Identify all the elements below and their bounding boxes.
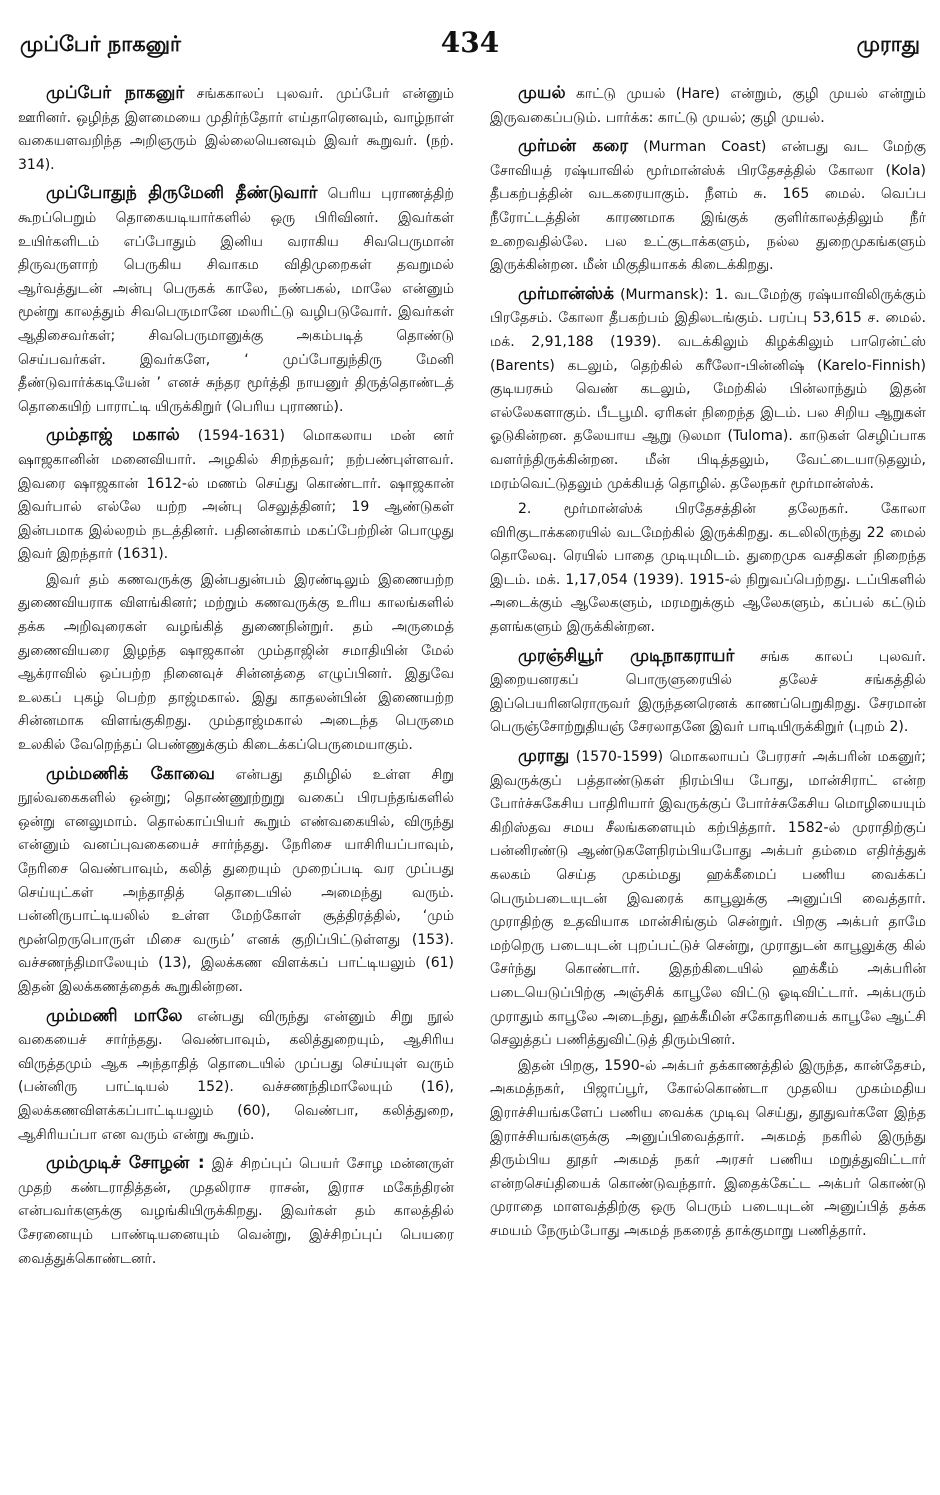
entry-paragraph: இதன் பிறகு, 1590-ல் அக்பர் தக்காணத்தில் இருந்த, கான்தேசம், அகமத்நகர், பிஜாப்பூர், கோல்கொண்டா முதலிய முகம்மதிய இராச்சியங்களேப் பணிய வைக்க முடிவு செய்து, தூதுவர்களே இந்த இராச்சியங்களுக்கு அனுப்பிவைத்தார். அகமத் நகரில் இருந்து திரும்பிய தூதர் அகமத் நகர் அரசர் பணிய மறுத்துவிட்டார் என்றசெய்தியைக் கொண்டுவந்தார். இதைக்கேட்ட அக்பர் கொண்டு முராதை மாளவத்திற்கு ஒரு பெரும் படையுடன் அனுப்பித் தக்க சமயம் நேரும்போது அகமத் நகரைத் தாக்குமாறு பணித்தார். bbox=[490, 1057, 926, 1239]
entry-text: காட்டு முயல் (Hare) என்றும், குழி முயல் என்றும் இருவகைப்படும். பார்க்க: காட்டு முயல்; குழி முயல். bbox=[490, 86, 926, 126]
entry-text: பெரிய புராணத்திற் கூறப்பெறும் தொகையடியார்களில் ஒரு பிரிவினர். இவர்கள் உயிர்களிடம் எப்போதும் இனிய வராகிய சிவபெருமான் திருவருளாற் பெருகிய சிவாகம விதிமுறைகள் தவறுமல் ஆர்வத்துடன் அன்பு பெருகக் காலே, நண்பகல், மாலே என்னும் மூன்று காலத்தும் சிவபெருமானே மலரிட்டு வழிபடுவோர். இவர்கள் ஆதிசைவர்கள்; சிவபெருமானுக்கு அகம்படித் தொண்டு செய்பவர்கள். இவர்களே, ‘ முப்போதுந்திரு மேனி தீண்டுவார்க்கடியேன் ’ எனச் சுந்தர மூர்த்தி நாயனுர் திருத்தொண்டத் தொகையிற் பாராட்டி யிருக்கிறுர் (பெரிய புராணம்). bbox=[18, 186, 454, 415]
running-head-left: முப்பேர் நாகனுர் bbox=[20, 32, 181, 56]
entry bbox=[490, 645, 926, 740]
entry bbox=[490, 135, 926, 278]
entry-text: (1570-1599) மொகலாயப் பேரரசர் அக்பரின் மகனுர்; இவருக்குப் பத்தாண்டுகள் நிரம்பிய போது, மான்சிராட் என்ற போர்ச்சுகேசிய பாதிரியார் இவருக்குப் போர்ச்சுகேசிய மொழியையும் கிறிஸ்தவ சமய சீலங்களையும் கற்பித்தார். 1582-ல் முராதிற்குப் பன்னிரண்டு ஆண்டுகளேநிரம்பியபோது அக்பர் தம்மை எதிர்த்துக் கலகம் செய்த முகம்மது ஹக்கீமைப் பணிய வைக்கப் பெரும்படையுடன் இவரைக் காபூலுக்கு அனுப்பி வைத்தார். முராதிற்கு உதவியாக மான்சிங்கும் சென்றுர். பிறகு அக்பர் தாமே மற்றெரு படையுடன் புறப்பட்டுச் சென்று, முராதுடன் காபூலுக்கு கில் சேர்ந்து கொண்டார். இதற்கிடையில் ஹக்கீம் அக்பரின் படையெடுப்பிற்கு அஞ்சிக் காபூலே விட்டு ஓடிவிட்டார். அக்பரும் முராதும் காபூலே அடைந்து, ஹக்கீமின் சகோதரியைக் காபூலே ஆட்சி செலுத்தப் பணித்துவிட்டுத் திரும்பினர். bbox=[490, 749, 926, 1049]
entry-text: என்பது விருந்து என்னும் சிறு நூல் வகையைச் சார்ந்தது. வெண்பாவும், கலித்துறையும், ஆசிரிய விருத்தமும் ஆக அந்தாதித் தொடையில் முப்பது செய்யுள் வரும் (பன்னிரு பாட்டியல் 152). வச்சணந்திமாலேயும் (16), இலக்கணவிளக்கப்பாட்டியலும் (60), வெண்பா, கலித்துறை, ஆசிரியப்பா என வரும் என்று கூறும். bbox=[18, 1008, 454, 1143]
left-column bbox=[18, 82, 454, 1482]
entry-headword: முப்பேர் நாகனுர் bbox=[46, 83, 185, 103]
entry bbox=[490, 745, 926, 1243]
entry-headword: மும்மணி மாலே bbox=[46, 1005, 183, 1026]
running-head-right: முராது bbox=[856, 32, 920, 56]
entry-headword: முரஞ்சியூர் முடிநாகராயர் bbox=[518, 645, 735, 666]
entry-text: சங்க காலப் புலவர். இறையனரகப் பொருளுரையில் தலேச் சங்கத்தில் இப்பெயரினரொருவர் இருந்தனரெனக் காணப்பெறுகிறது. சேரமான் பெருஞ்சோற்றுதியஞ் சேரலாதனே இவர் பாடியிருக்கிறுர் (புறம் 2). bbox=[490, 648, 926, 736]
entry-paragraph bbox=[18, 763, 454, 1000]
entry-paragraph bbox=[490, 745, 926, 1053]
entry-text: சங்ககாலப் புலவர். முப்பேர் என்னும் ஊரினர். ஒழிந்த இளமையை முதிர்ந்தோர் எய்தாரெனவும், வாழ்நாள் வகையளவறிந்த அறிஞரும் இல்லையெனவும் இவர் கூறுவர். (நற். 314). bbox=[18, 86, 454, 173]
entry-paragraph bbox=[18, 182, 454, 419]
entry-text: (1594-1631) மொகலாய மன் னர் ஷாஜகானின் மனைவியார். அழகில் சிறந்தவர்; நற்பண்புள்ளவர். இவரை ஷாஜகான் 1612-ல் மணம் செய்து கொண்டார். ஷாஜகான் இவர்பால் எல்லே யற்ற அன்பு செலுத்தினர்; 19 ஆண்டுகள் இன்பமாக இல்லறம் நடத்தினர். பதினன்காம் மகப்பேற்றின் பொழுது இவர் இறந்தார் (1631). bbox=[18, 428, 454, 563]
entry-headword: முர்மான்ஸ்க் bbox=[518, 283, 614, 304]
entry bbox=[18, 424, 454, 757]
entry bbox=[490, 283, 926, 640]
entry bbox=[18, 763, 454, 1000]
right-column bbox=[490, 82, 926, 1482]
entry-text: (Murmansk): 1. வடமேற்கு ரஷ்யாவிலிருக்கும் பிரதேசம். கோலா தீபகற்பம் இதிலடங்கும். பரப்பு 53,615 ச. மைல். மக். 2,91,188 (1939). வடக்கிலும் கிழக்கிலும் பாரென்ட்ஸ் (Barents) கடலும், தெற்கில் கரீலோ-பின்னிஷ் (Karelo-Finnish) குடியரசும் வெண் கடலும், மேற்கில் பின்லாந்தும் இதன் எல்லேகளாகும். பீடபூமி. ஏரிகள் நிறைந்த இடம். பல சிறிய ஆறுகள் ஓடுகின்றன. தலேயாய ஆறு டுலமா (Tuloma). காடுகள் செழிப்பாக வளர்ந்திருக்கின்றன. மீன் பிடித்தலும், வேட்டையாடுதலும், மரம்வெட்டுதலும் முக்கியத் தொழில். தலேநகர் மூர்மான்ஸ்க். bbox=[490, 286, 926, 492]
page-number: 434 bbox=[440, 26, 500, 59]
entry-text: என்பது தமிழில் உள்ள சிறு நூல்வகைகளில் ஒன்று; தொண்ணூற்றுறு வகைப் பிரபந்தங்களில் ஒன்று எனலுமாம். தொல்காப்பியர் கூறும் எண்வகையில், விருந்து என்னும் வனப்புவகையைச் சார்ந்தது. நேரிசை யாசிரியப்பாவும், நேரிசை வெண்பாவும், கலித் துறையும் முறைப்படி வர முப்பது செய்யுட்கள் அந்தாதித் தொடையில் அமைந்து வரும். பன்னிருபாட்டியலில் உள்ள மேற்கோள் சூத்திரத்தில், ‘மும் மூன்றெருபொருள் மிசை வரும்’ எனக் குறிப்பிட்டுள்ளது (153). வச்சணந்திமாலேயும் (13), இலக்கண விளக்கப் பாட்டியலும் (61) இதன் இலக்கணத்தைக் கூறுகின்றன. bbox=[18, 766, 454, 995]
entry bbox=[490, 82, 926, 130]
entry-headword: முப்போதுந் திருமேனி தீண்டுவார் bbox=[46, 183, 318, 204]
entry-paragraph: இவர் தம் கணவருக்கு இன்பதுன்பம் இரண்டிலும் இணையற்ற துணைவியராக விளங்கினர்; மற்றும் கணவருக்கு உரிய காலங்களில் தக்க அறிவுரைகள் வழங்கித் துணைநின்றுர். தம் அருமைத் துணைவியரை இழந்த ஷாஜகான் மும்தாஜின் சமாதியின் மேல் ஆக்ராவில் ஒப்பற்ற நினைவுச் சின்னத்தை எழுப்பினர். இதுவே உலகப் புகழ் பெற்ற தாஜ்மகால். இது காதலன்பின் இணையற்ற சின்னமாக விளங்குகிறது. மும்தாஜ்மகால் அடைந்த பெருமை உலகில் வேறெந்தப் பெண்ணுக்கும் கிடைக்கப்பெருமையாகும். bbox=[18, 571, 454, 754]
entry bbox=[18, 82, 454, 177]
entry-paragraph bbox=[490, 645, 926, 740]
entry-text: இச் சிறப்புப் பெயர் சோழ மன்னருள் முதற் கண்டராதித்தன், முதலிராச ராசன், இராச மகேந்திரன் என்பவர்களுக்கு வழங்கியிருக்கிறது. இவர்கள் தம் காலத்தில் சேரனையும் பாண்டியனையும் வென்று, இச்சிறப்புப் பெயரை வைத்துக்கொண்டனர். bbox=[18, 1156, 454, 1267]
entry-paragraph bbox=[18, 1152, 454, 1271]
entry-paragraph: 2. மூர்மான்ஸ்க் பிரதேசத்தின் தலேநகர். கோலா விரிகுடாக்கரையில் வடமேற்கில் இருக்கிறது. கடலிலிருந்து 22 மைல் தொலேவு. ரெயில் பாதை முடியுமிடம். துறைமுக வசதிகள் நிறைந்த இடம். மக். 1,17,054 (1939). 1915-ல் நிறுவப்பெற்றது. டப்பிகளில் அடைக்கும் ஆலேகளும், மரமறுக்கும் ஆலேகளும், கப்பல் கட்டும் தளங்களும் இருக்கின்றன. bbox=[490, 501, 926, 636]
entry-headword: முயல் bbox=[518, 83, 566, 103]
page-header bbox=[18, 26, 922, 66]
entry-paragraph bbox=[18, 82, 454, 177]
entry-paragraph bbox=[490, 283, 926, 496]
entry-headword: மும்மணிக் கோவை bbox=[46, 763, 215, 784]
entry-headword: மும்முடிச் சோழன் : bbox=[46, 1153, 205, 1174]
entry-paragraph bbox=[490, 82, 926, 130]
entry-paragraph bbox=[18, 424, 454, 567]
entry-headword: முராது bbox=[518, 746, 570, 767]
entry-headword: முர்மன் கரை bbox=[518, 136, 629, 157]
entry-headword: மும்தாஜ் மகால் bbox=[46, 425, 180, 446]
entry-paragraph bbox=[490, 135, 926, 278]
entry bbox=[18, 1005, 454, 1148]
entry-text: (Murman Coast) என்பது வட மேற்கு சோவியத் ரஷ்யாவில் மூர்மான்ஸ்க் பிரதேசத்தில் கோலா (Kola) தீபகற்பத்தின் வடகரையாகும். நீளம் சு. 165 மைல். வெப்ப நீரோட்டத்தின் காரணமாக இங்குக் குளிர்காலத்திலும் நீர் உறைவதில்லே. பல உட்குடாக்களும், நல்ல துறைமுகங்களும் இருக்கின்றன. மீன் மிகுதியாகக் கிடைக்கிறது. bbox=[490, 139, 926, 274]
entry-paragraph bbox=[18, 1005, 454, 1148]
entry bbox=[18, 1152, 454, 1271]
entry bbox=[18, 182, 454, 419]
